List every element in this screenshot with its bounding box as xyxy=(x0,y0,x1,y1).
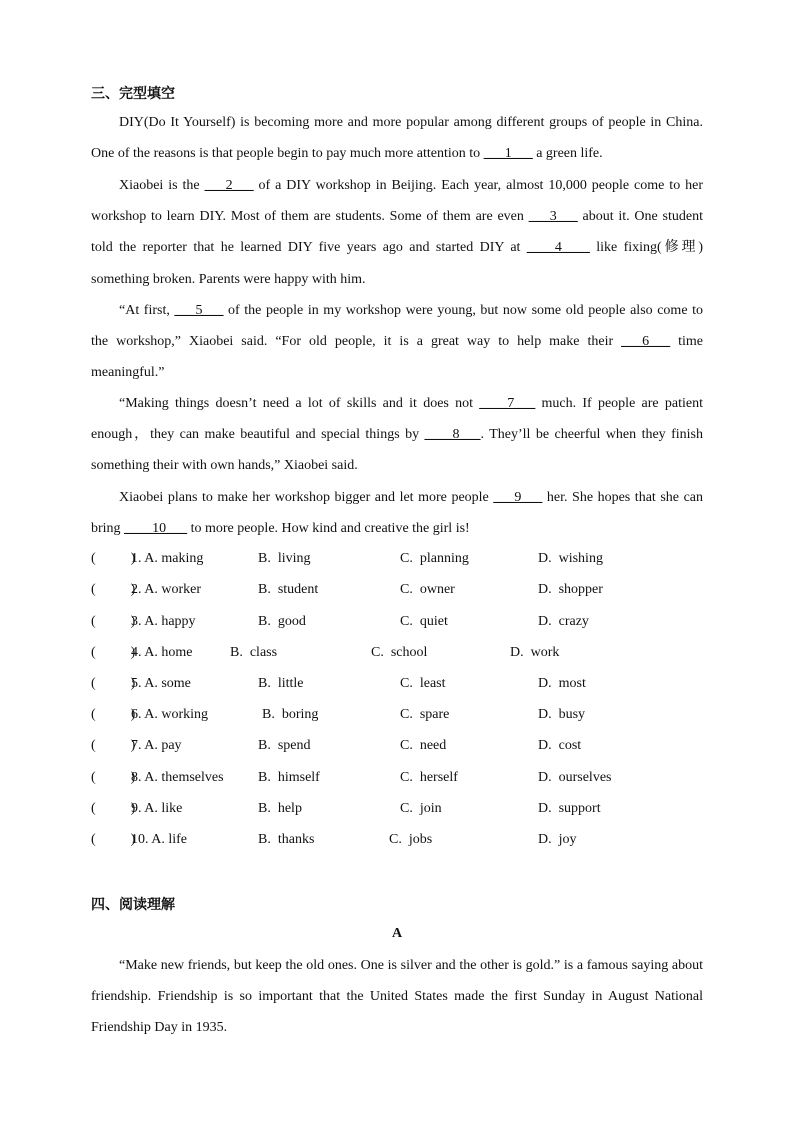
section-title-reading: 四、阅读理解 xyxy=(91,897,175,913)
option-a: 4. A. home xyxy=(131,645,193,660)
blank-10: ____10___ xyxy=(124,521,188,537)
option-c: C. school xyxy=(371,645,428,660)
option-a: 10. A. life xyxy=(131,832,187,847)
option-c: C. join xyxy=(400,801,442,816)
option-d: D. support xyxy=(538,801,601,816)
blank-2: ___2___ xyxy=(204,178,254,193)
blank-4: ____4____ xyxy=(526,240,590,256)
option-d: D. wishing xyxy=(538,551,603,566)
answer-blank: ( ) xyxy=(91,801,136,816)
option-d: D. ourselves xyxy=(538,770,612,785)
question-row-7 xyxy=(91,738,711,758)
option-b: B. help xyxy=(258,801,302,816)
passage-label: A xyxy=(391,926,403,941)
cloze-paragraph-1: DIY(Do It Yourself) is becoming more and more popular among different groups of people in China. One of the reasons is that people begin to pay much more attention to ___1___ a green life. xyxy=(91,115,703,162)
question-row-2 xyxy=(91,582,711,602)
answer-blank: ( ) xyxy=(91,676,136,691)
option-d: D. busy xyxy=(538,707,586,722)
option-a: 3. A. happy xyxy=(131,614,196,629)
cloze-paragraph-4: “Making things doesn’t need a lot of skills and it does not ____7___ much. If people are patient enough，they can make beautiful and special things by ____8___. They’ll be cheerful when they finish something their with own hands,” Xiaobei said. xyxy=(91,396,704,474)
answer-blank: ( ) xyxy=(91,738,136,753)
option-a: 9. A. like xyxy=(131,801,183,816)
blank-9: ___9___ xyxy=(493,490,543,505)
answer-blank: ( ) xyxy=(91,832,136,847)
option-c: C. planning xyxy=(400,551,469,566)
option-b: B. spend xyxy=(258,738,311,753)
option-d: D. cost xyxy=(538,738,582,753)
option-b: B. boring xyxy=(262,707,319,722)
option-b: B. student xyxy=(258,582,319,597)
option-a: 2. A. worker xyxy=(131,582,201,597)
option-b: B. thanks xyxy=(258,832,315,847)
option-c: C. spare xyxy=(400,707,450,722)
answer-blank: ( ) xyxy=(91,614,136,629)
option-a: 7. A. pay xyxy=(131,738,182,753)
question-row-4 xyxy=(91,645,711,665)
option-b: B. good xyxy=(258,614,306,629)
answer-blank: ( ) xyxy=(91,551,136,566)
option-d: D. shopper xyxy=(538,582,603,597)
option-c: C. need xyxy=(400,738,447,753)
question-row-8 xyxy=(91,770,711,790)
answer-blank: ( ) xyxy=(91,582,136,597)
option-b: B. class xyxy=(230,645,278,660)
blank-1: ___1___ xyxy=(483,146,533,162)
option-c: C. least xyxy=(400,676,446,691)
option-b: B. himself xyxy=(258,770,320,785)
option-a: 1. A. making xyxy=(131,551,204,566)
option-c: C. herself xyxy=(400,770,458,785)
reading-paragraph-1: “Make new friends, but keep the old ones. One is silver and the other is gold.” is a famous saying about friendship. Friendship is so important that the United States made the first Sunday in August National Friendship Day in 1935. xyxy=(91,958,703,1036)
blank-3: ___3___ xyxy=(528,209,578,225)
question-row-6 xyxy=(91,707,711,727)
option-c: C. quiet xyxy=(400,614,448,629)
section-title-cloze: 三、完型填空 xyxy=(91,86,175,102)
cloze-paragraph-2: Xiaobei is the ___2___ of a DIY workshop in Beijing. Each year, almost 10,000 people come to her workshop to learn DIY. Most of them are students. Some of them are even ___3___ about it. One student told the reporter that he learned DIY five years ago and started DIY at ____4____ like fixing(修理) something broken. Parents were happy with him. xyxy=(91,178,704,287)
answer-blank: ( ) xyxy=(91,770,136,785)
question-row-5 xyxy=(91,676,711,696)
question-row-9 xyxy=(91,801,711,821)
question-row-10 xyxy=(91,832,711,852)
blank-6: ___6___ xyxy=(621,334,671,350)
option-a: 6. A. working xyxy=(131,707,208,722)
option-a: 8. A. themselves xyxy=(131,770,224,785)
option-d: D. crazy xyxy=(538,614,589,629)
answer-blank: ( ) xyxy=(91,707,136,722)
option-d: D. work xyxy=(510,645,560,660)
blank-7: ____7___ xyxy=(479,396,536,411)
option-c: C. jobs xyxy=(389,832,433,847)
blank-8: ____8___ xyxy=(424,427,481,443)
cloze-paragraph-3: “At first, ___5___ of the people in my workshop were young, but now some old people also come to the workshop,” Xiaobei said. “For old people, it is a great way to help make their ___6___ time meaningful.” xyxy=(91,303,704,381)
answer-blank: ( ) xyxy=(91,645,136,660)
option-d: D. most xyxy=(538,676,586,691)
option-b: B. little xyxy=(258,676,304,691)
option-b: B. living xyxy=(258,551,311,566)
question-row-1 xyxy=(91,551,711,571)
blank-5: ___5___ xyxy=(174,303,224,318)
cloze-paragraph-5: Xiaobei plans to make her workshop bigger and let more people ___9___ her. She hopes that she can bring ____10___ to more people. How kind and creative the girl is! xyxy=(91,490,703,537)
option-a: 5. A. some xyxy=(131,676,191,691)
option-c: C. owner xyxy=(400,582,455,597)
question-row-3 xyxy=(91,614,711,634)
option-d: D. joy xyxy=(538,832,577,847)
